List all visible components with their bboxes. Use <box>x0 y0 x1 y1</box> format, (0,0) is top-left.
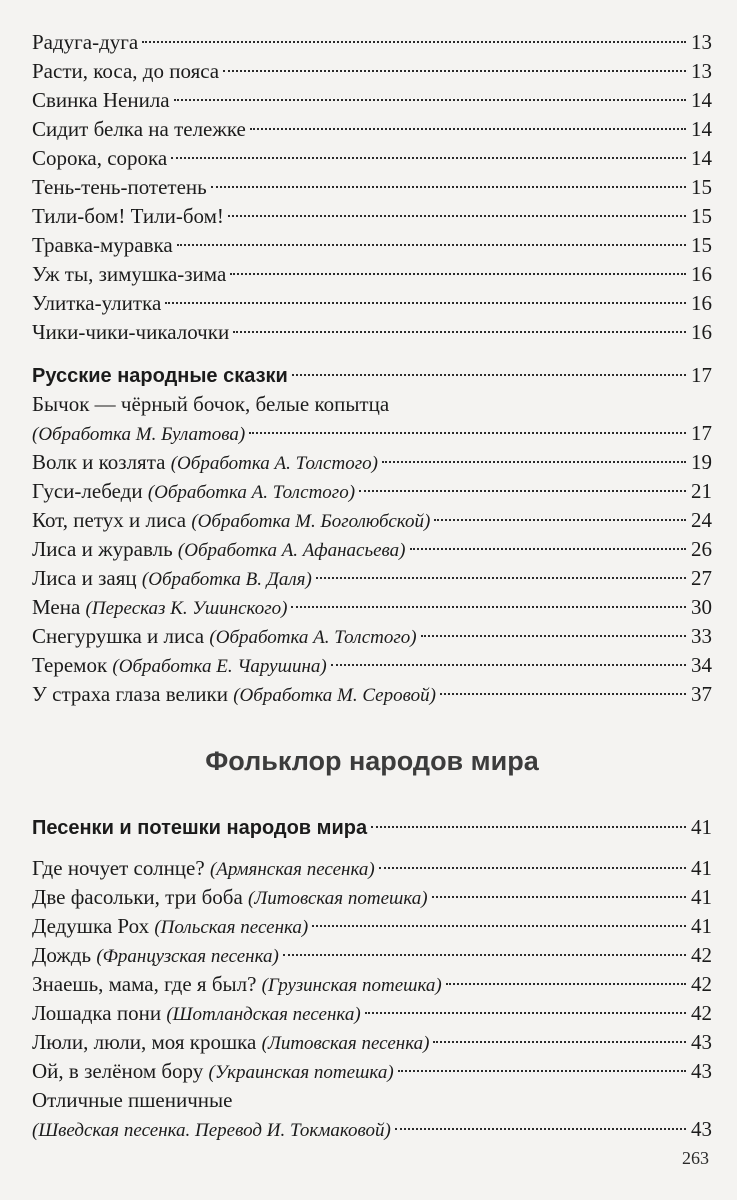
entry-page: 16 <box>691 262 712 286</box>
entry-title: Расти, коса, до пояса <box>32 59 220 83</box>
toc-entry <box>32 680 712 709</box>
toc-entry <box>32 506 712 535</box>
entry-page: 27 <box>691 566 712 590</box>
entry-title: У страха глаза велики (Обработка М. Серовой) <box>32 682 436 706</box>
toc-entry <box>32 289 712 318</box>
entry-author: (Шотландская песенка) <box>166 1004 361 1025</box>
entry-page: 41 <box>691 885 712 909</box>
entry-title: Где ночует солнце? (Армянская песенка) <box>32 856 375 880</box>
toc-section-songs <box>32 28 712 347</box>
entry-page: 41 <box>691 815 712 839</box>
toc-entry <box>32 57 712 86</box>
toc-section-world-songs <box>32 813 712 1144</box>
entry-page: 13 <box>691 59 712 83</box>
entry-title: Чики-чики-чикалочки <box>32 320 230 344</box>
entry-page: 41 <box>691 856 712 880</box>
entry-author: (Армянская песенка) <box>209 859 375 880</box>
entry-title: Свинка Ненила <box>32 88 170 112</box>
toc-entry <box>32 419 712 448</box>
entry-page: 26 <box>691 537 712 561</box>
entry-title: Уж ты, зимушка-зима <box>32 262 227 286</box>
entry-title: Теремок (Обработка Е. Чарушина) <box>32 653 327 677</box>
entry-author: (Грузинская потешка) <box>261 975 442 996</box>
dot-leader <box>230 273 686 275</box>
toc-entry <box>32 651 712 680</box>
dot-leader <box>291 606 686 608</box>
dot-leader <box>434 519 686 521</box>
entry-author: (Французская песенка) <box>96 946 279 967</box>
entry-page: 14 <box>691 88 712 112</box>
entry-page: 34 <box>691 653 712 677</box>
toc-entry-title-line <box>32 1086 712 1115</box>
entry-title: Тили-бом! Тили-бом! <box>32 204 224 228</box>
entry-page: 24 <box>691 508 712 532</box>
entry-page: 19 <box>691 450 712 474</box>
entry-author: (Пересказ К. Ушинского) <box>85 598 288 619</box>
entry-page: 43 <box>691 1117 712 1141</box>
entry-page: 42 <box>691 972 712 996</box>
entry-page: 41 <box>691 914 712 938</box>
entry-page: 14 <box>691 117 712 141</box>
toc-entry <box>32 593 712 622</box>
entry-page: 43 <box>691 1030 712 1054</box>
entry-title: Бычок — чёрный бочок, белые копытца <box>32 392 390 416</box>
entry-page: 43 <box>691 1059 712 1083</box>
entry-page: 13 <box>691 30 712 54</box>
dot-leader <box>292 374 686 376</box>
dot-leader <box>371 826 686 828</box>
dot-leader <box>410 548 687 550</box>
entry-title: Лиса и журавль (Обработка А. Афанасьева) <box>32 537 406 561</box>
entry-author: (Обработка А. Толстого) <box>147 482 356 503</box>
dot-leader <box>395 1128 686 1130</box>
toc-entry <box>32 231 712 260</box>
toc-entry <box>32 448 712 477</box>
entry-page: 15 <box>691 204 712 228</box>
entry-page: 15 <box>691 233 712 257</box>
toc-entry <box>32 1057 712 1086</box>
dot-leader <box>223 70 686 72</box>
dot-leader <box>174 99 686 101</box>
entry-author: (Обработка М. Серовой) <box>233 685 436 706</box>
entry-title: Лошадка пони (Шотландская песенка) <box>32 1001 361 1025</box>
dot-leader <box>432 896 686 898</box>
toc-entry <box>32 260 712 289</box>
entry-page: 16 <box>691 291 712 315</box>
entry-title: Сидит белка на тележке <box>32 117 246 141</box>
entry-author: (Обработка А. Толстого) <box>170 453 378 474</box>
entry-author: (Польская песенка) <box>154 917 309 938</box>
part-title: Фольклор народов мира <box>205 746 539 776</box>
toc-entry <box>32 941 712 970</box>
dot-leader <box>228 215 686 217</box>
entry-title: Гуси-лебеди (Обработка А. Толстого) <box>32 479 356 503</box>
toc-entry <box>32 622 712 651</box>
toc-entry <box>32 115 712 144</box>
entry-page: 42 <box>691 1001 712 1025</box>
entry-page: 33 <box>691 624 712 648</box>
dot-leader <box>379 867 686 869</box>
entry-author: (Обработка Е. Чарушина) <box>112 656 327 677</box>
dot-leader <box>177 244 686 246</box>
toc-entry <box>32 854 712 883</box>
entry-title: Снегурушка и лиса (Обработка А. Толстого) <box>32 624 417 648</box>
entry-title: Ой, в зелёном бору (Украинская потешка) <box>32 1059 394 1083</box>
entry-page: 42 <box>691 943 712 967</box>
toc-entry <box>32 970 712 999</box>
entry-page: 21 <box>691 479 712 503</box>
toc-entry <box>32 1028 712 1057</box>
toc-entry <box>32 318 712 347</box>
dot-leader <box>165 302 686 304</box>
entry-author: (Украинская потешка) <box>208 1062 394 1083</box>
entry-title: Радуга-дуга <box>32 30 139 54</box>
dot-leader <box>421 635 686 637</box>
entry-title: Лиса и заяц (Обработка В. Даля) <box>32 566 312 590</box>
dot-leader <box>398 1070 686 1072</box>
entry-title: Отличные пшеничные <box>32 1088 233 1112</box>
entry-author: (Обработка М. Булатова) <box>32 424 246 445</box>
dot-leader <box>249 432 686 434</box>
toc-entry <box>32 1115 712 1144</box>
dot-leader <box>382 461 686 463</box>
dot-leader <box>142 41 686 43</box>
dot-leader <box>211 186 686 188</box>
entry-title: Две фасольки, три боба (Литовская потешка) <box>32 885 428 909</box>
dot-leader <box>233 331 686 333</box>
spacer <box>32 347 712 361</box>
entry-author: (Обработка В. Даля) <box>141 569 312 590</box>
toc-entry-title-line <box>32 390 712 419</box>
entry-page: 17 <box>691 363 712 387</box>
entry-title: Сорока, сорока <box>32 146 168 170</box>
toc-entry <box>32 564 712 593</box>
toc-entry <box>32 28 712 57</box>
entry-title: Мена (Пересказ К. Ушинского) <box>32 595 288 619</box>
entry-page: 16 <box>691 320 712 344</box>
entry-title: Улитка-улитка <box>32 291 162 315</box>
dot-leader <box>312 925 686 927</box>
entry-page: 17 <box>691 421 712 445</box>
toc-entry <box>32 883 712 912</box>
dot-leader <box>171 157 686 159</box>
toc-entry <box>32 535 712 564</box>
dot-leader <box>433 1041 686 1043</box>
toc-entry <box>32 86 712 115</box>
dot-leader <box>331 664 686 666</box>
section-heading-title: Русские народные сказки <box>32 365 288 387</box>
page-number: 263 <box>682 1148 709 1168</box>
toc-entry <box>32 999 712 1028</box>
entry-author: (Литовская потешка) <box>248 888 428 909</box>
entry-title: Знаешь, мама, где я был? (Грузинская потешка) <box>32 972 442 996</box>
dot-leader <box>283 954 686 956</box>
toc-entry <box>32 202 712 231</box>
section-heading <box>32 813 712 842</box>
toc-entry <box>32 173 712 202</box>
entry-page: 15 <box>691 175 712 199</box>
entry-title: Тень-тень-потетень <box>32 175 207 199</box>
entry-author: (Литовская песенка) <box>261 1033 430 1054</box>
entry-page: 37 <box>691 682 712 706</box>
toc-entry <box>32 477 712 506</box>
entry-page: 30 <box>691 595 712 619</box>
section-heading-title: Песенки и потешки народов мира <box>32 817 368 839</box>
entry-title: Волк и козлята (Обработка А. Толстого) <box>32 450 378 474</box>
dot-leader <box>365 1012 686 1014</box>
entry-title: Кот, петух и лиса (Обработка М. Боголюбской) <box>32 508 431 532</box>
entry-author: (Обработка М. Боголюбской) <box>191 511 431 532</box>
toc-entry <box>32 144 712 173</box>
dot-leader <box>250 128 686 130</box>
entry-title: Люли, люли, моя крошка (Литовская песенка) <box>32 1030 430 1054</box>
entry-title: Дождь (Французская песенка) <box>32 943 279 967</box>
entry-author: (Шведская песенка. Перевод И. Токмаковой) <box>32 1120 391 1141</box>
entry-title: Травка-муравка <box>32 233 173 257</box>
entry-title: Дедушка Рох (Польская песенка) <box>32 914 309 938</box>
spacer <box>32 842 712 854</box>
section-heading <box>32 361 712 390</box>
entry-author: (Обработка А. Толстого) <box>209 627 417 648</box>
dot-leader <box>359 490 686 492</box>
dot-leader <box>446 983 686 985</box>
entry-page: 14 <box>691 146 712 170</box>
toc-page <box>32 28 712 1144</box>
dot-leader <box>440 693 686 695</box>
dot-leader <box>316 577 686 579</box>
toc-entry <box>32 912 712 941</box>
entry-author: (Обработка А. Афанасьева) <box>177 540 406 561</box>
toc-section-tales <box>32 361 712 709</box>
